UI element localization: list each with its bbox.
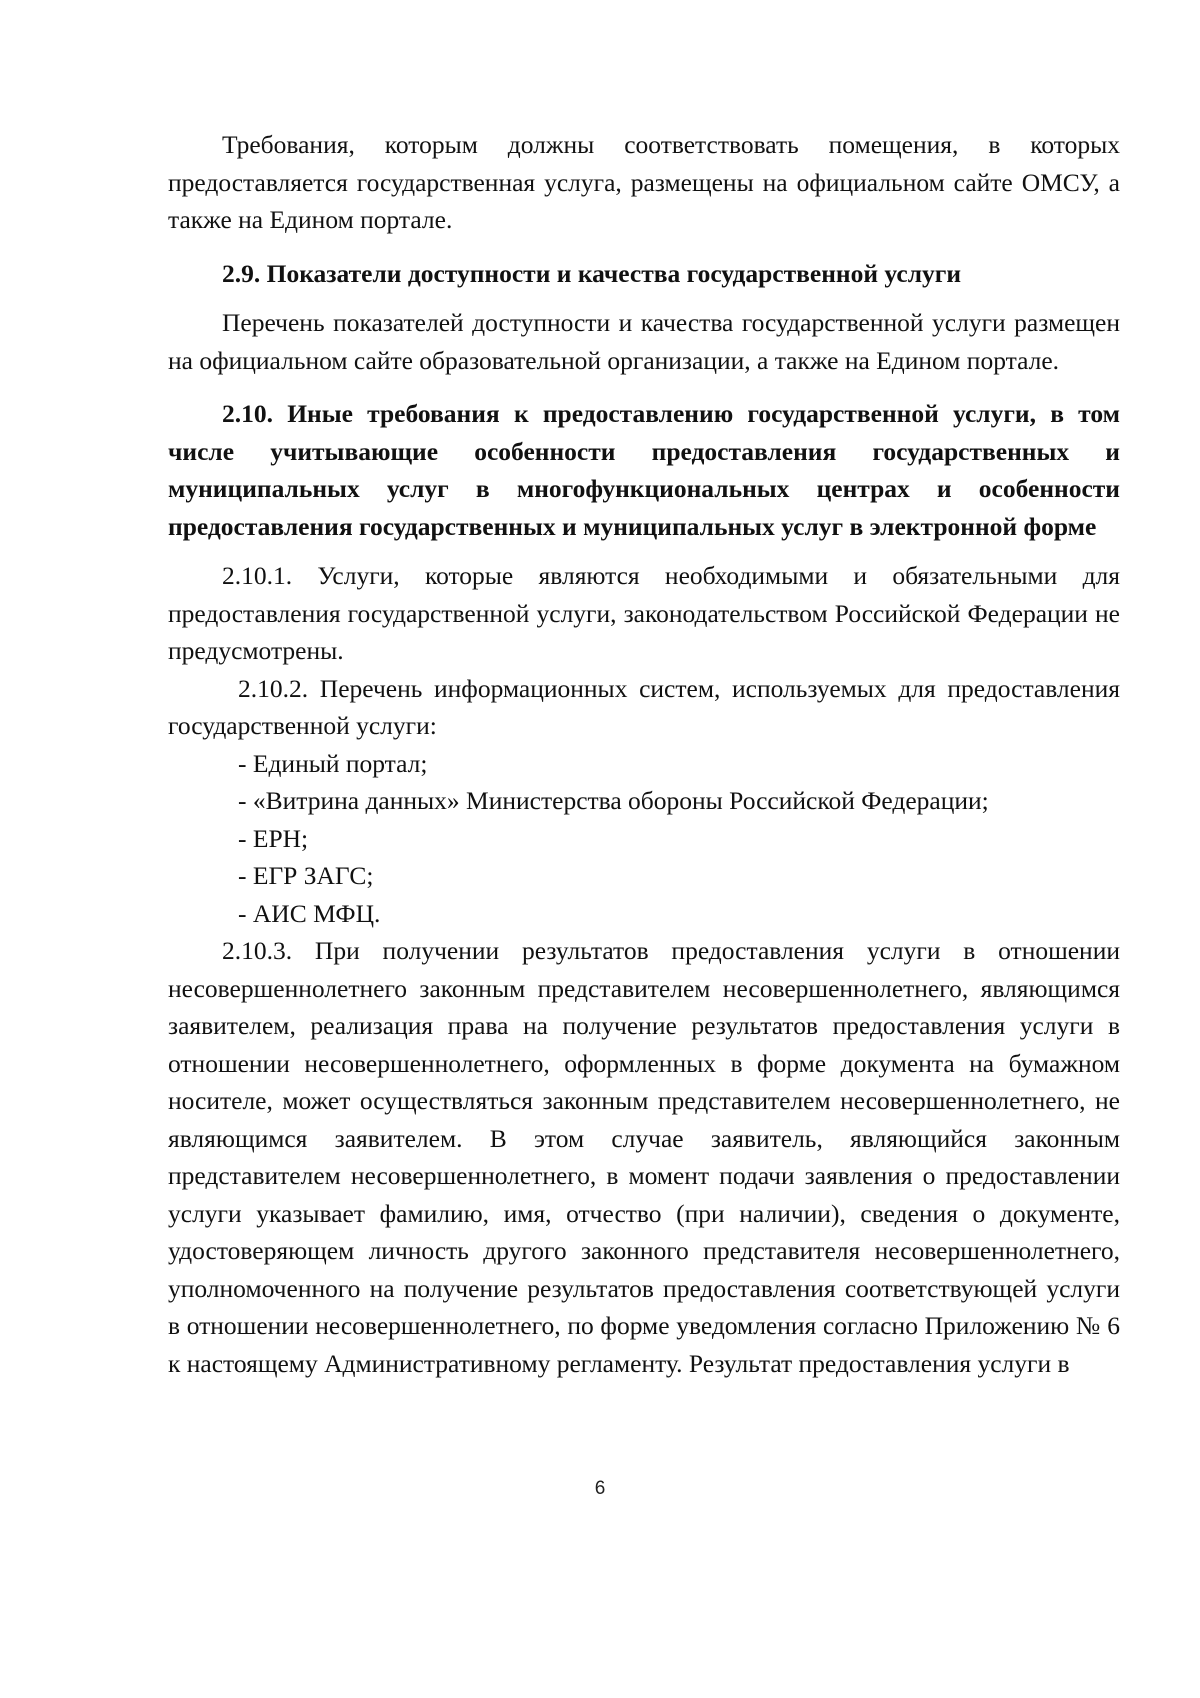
list-item: - ЕРН; [238,823,309,853]
document-page [168,126,1120,1382]
list-item: - АИС МФЦ. [238,898,381,928]
paragraph-premises-requirements: Требования, которым должны соответствовать помещения, в которых предоставляется государственная услуга, размещены на официальном сайте ОМСУ, а также на Едином портале. [168,130,1120,234]
list-item: - «Витрина данных» Министерства обороны Российской Федерации; [238,786,989,815]
paragraph-2-10-1: 2.10.1. Услуги, которые являются необходимыми и обязательными для предоставления государственной услуги, законодательством Российской Федерации не предусмотрены. [168,561,1120,665]
section-heading-2-10: 2.10. Иные требования к предоставлению государственной услуги, в том числе учитывающие особенности предоставления государственных и муниципальных услуг в многофункциональных центрах и особенности предоставления государственных и муниципальных услуг в электронной форме [168,399,1120,541]
section-heading-2-9: 2.9. Показатели доступности и качества государственной услуги [222,258,962,288]
information-systems-list [168,745,1120,933]
page-number: 6 [594,1478,606,1499]
list-item: - ЕГР ЗАГС; [238,861,374,890]
paragraph-2-10-2: 2.10.2. Перечень информационных систем, используемых для предоставления государственной услуги: [168,673,1120,740]
list-item: - Единый портал; [238,748,428,778]
paragraph-accessibility-indicators: Перечень показателей доступности и качества государственной услуги размещен на официальном сайте образовательной организации, а также на Едином портале. [168,308,1120,375]
paragraph-2-10-3: 2.10.3. При получении результатов предоставления услуги в отношении несовершеннолетнего законным представителем несовершеннолетнего, являющимся заявителем, реализация права на получение результатов предоставления услуги в отношении несовершеннолетнего, оформленных в форме документа на бумажном носителе, может осуществляться законным представителем несовершеннолетнего, не являющимся заявителем. В этом случае заявитель, являющийся законным представителем несовершеннолетнего, в момент подачи заявления о предоставлении услуги указывает фамилию, имя, отчество (при наличии), сведения о документе, удостоверяющем личность другого законного представителя несовершеннолетнего, уполномоченного на получение результатов предоставления соответствующей услуги в отношении несовершеннолетнего, по форме уведомления согласно Приложению № 6 к настоящему Административному регламенту. Результат предоставления услуги в [168,936,1120,1378]
